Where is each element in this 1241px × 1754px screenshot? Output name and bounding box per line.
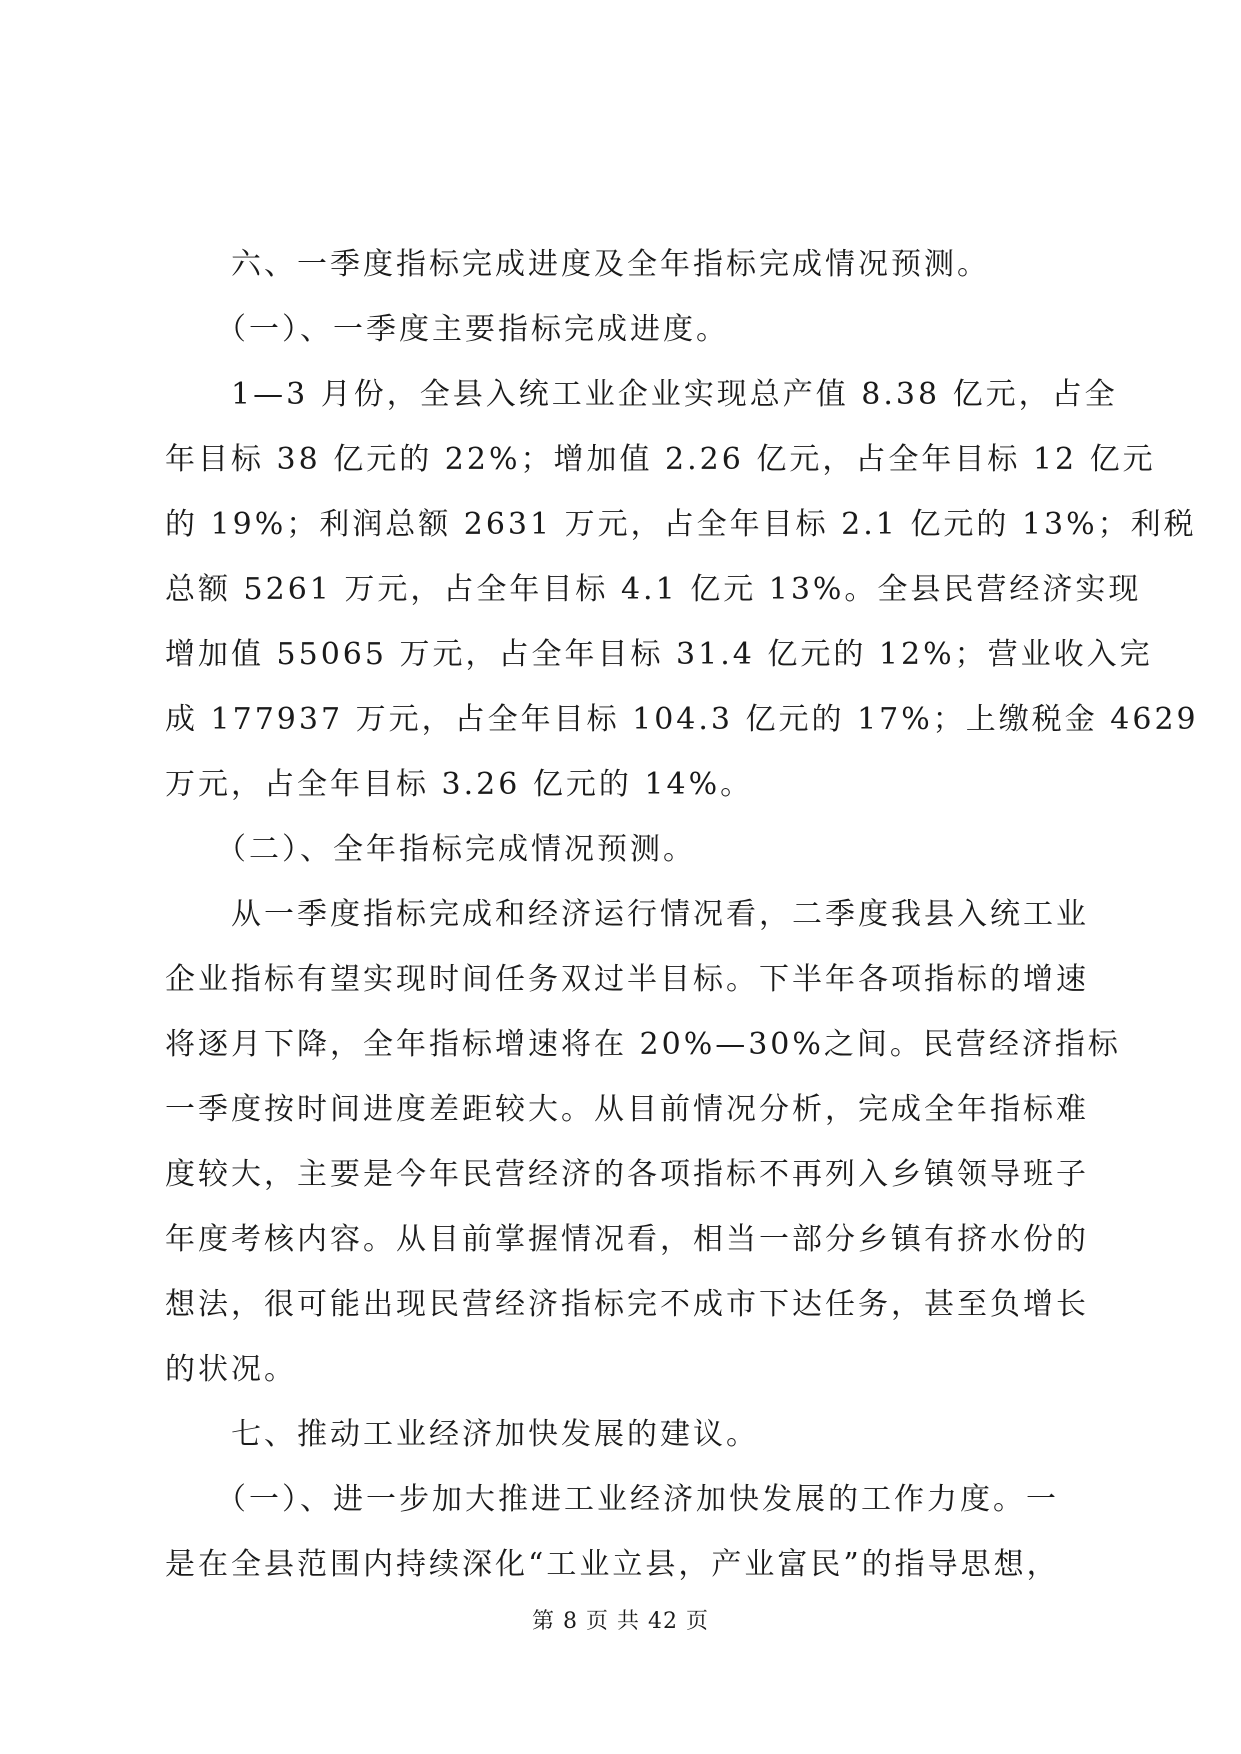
text-line: 七、推动工业经济加快发展的建议。 [165,1417,759,1452]
text-line: 一季度按时间进度差距较大。从目前情况分析，完成全年指标难 [165,1092,1089,1127]
text-line: 1—3 月份，全县入统工业企业实现总产值 8.38 亿元，占全 [165,377,1118,412]
text-line: 成 177937 万元，占全年目标 104.3 亿元的 17%；上缴税金 4629 [165,702,1199,737]
text-line: 的 19%；利润总额 2631 万元，占全年目标 2.1 亿元的 13%；利税 [165,507,1197,542]
text-line: （二）、全年指标完成情况预测。 [165,832,696,867]
page-number-footer: 第 8 页 共 42 页 [532,1609,709,1634]
text-line: 是在全县范围内持续深化“工业立县，产业富民”的指导思想， [165,1547,1060,1582]
text-line: 从一季度指标完成和经济运行情况看，二季度我县入统工业 [165,897,1089,932]
text-line: （一）、进一步加大推进工业经济加快发展的工作力度。一 [165,1482,1059,1517]
text-line: 六、一季度指标完成进度及全年指标完成情况预测。 [165,247,990,282]
text-line: （一）、一季度主要指标完成进度。 [165,312,729,347]
text-line: 万元，占全年目标 3.26 亿元的 14%。 [165,767,754,802]
text-line: 想法，很可能出现民营经济指标完不成市下达任务，甚至负增长 [165,1287,1089,1322]
document-body [165,232,1199,1597]
text-line: 度较大，主要是今年民营经济的各项指标不再列入乡镇领导班子 [165,1157,1089,1192]
text-line: 企业指标有望实现时间任务双过半目标。下半年各项指标的增速 [165,962,1089,997]
text-line: 年目标 38 亿元的 22%；增加值 2.26 亿元，占全年目标 12 亿元 [165,442,1156,477]
text-line: 增加值 55065 万元，占全年目标 31.4 亿元的 12%；营业收入完 [165,637,1153,672]
text-line: 年度考核内容。从目前掌握情况看，相当一部分乡镇有挤水份的 [165,1222,1089,1257]
text-line: 总额 5261 万元，占全年目标 4.1 亿元 13%。全县民营经济实现 [165,572,1142,607]
text-line: 的状况。 [165,1352,297,1387]
text-line: 将逐月下降，全年指标增速将在 20%—30%之间。民营经济指标 [165,1027,1121,1062]
